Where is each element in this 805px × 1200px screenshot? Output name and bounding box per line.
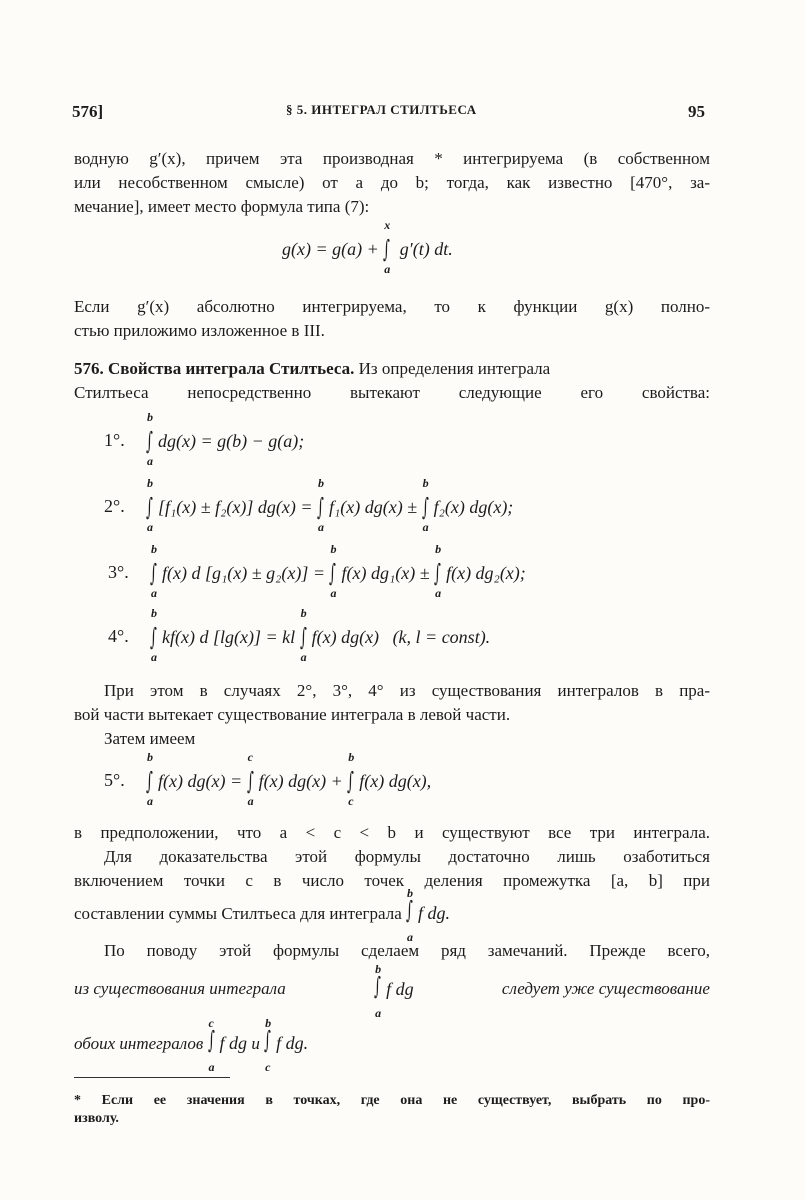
item-number: 4°. <box>108 626 129 646</box>
text-line: Стилтьеса непосредственно вытекают следующие его свойства: <box>74 383 710 402</box>
item-number: 2°. <box>104 496 125 516</box>
text-line: или несобственном смысле) от a до b; тогда, как известно [470°, за- <box>74 173 710 192</box>
footnote-line: * Если ее значения в точках, где она не существует, выбрать по про- <box>74 1093 710 1108</box>
text-line: стью приложимо изложенное в III. <box>74 321 325 340</box>
text-line: Если g′(x) абсолютно интегрируема, то к функции g(x) полно- <box>74 297 710 316</box>
item-number: 1°. <box>104 430 125 450</box>
formula-inline: ∫ b c f dg. <box>264 1016 309 1074</box>
header-title: § 5. ИНТЕГРАЛ СТИЛТЬЕСА <box>286 102 477 117</box>
formula-1: ∫ b a dg(x) = g(b) − g(a); <box>146 410 305 468</box>
text-line: Затем имеем <box>104 729 196 748</box>
text-line: обоих интегралов ∫ c a f dg и ∫ b c f dg. <box>74 1016 309 1074</box>
integral-sign: ∫ x a <box>383 218 391 276</box>
text-line: составлении суммы Стилтьеса для интеграла ∫ b a f dg. <box>74 886 451 944</box>
item-number: 3°. <box>108 562 129 582</box>
formula-inline: ∫ b a f dg. <box>406 886 451 944</box>
text-line: из существования интеграла ∫ b a f dg следует уже существование <box>74 962 710 1020</box>
footnote-line: изволу. <box>74 1111 119 1126</box>
footnote-rule <box>74 1077 230 1078</box>
section-title-line <box>74 358 710 380</box>
text-line: вой части вытекает существование интеграла в левой части. <box>74 705 511 724</box>
text-line: в предположении, что a < c < b и существуют все три интеграла. <box>74 823 710 842</box>
text-line: включением точки c в число точек деления промежутка [a, b] при <box>74 871 710 890</box>
formula-2: ∫ b a [f₁(x) ± f₂(x)] dg(x) = ∫ b a f₁(x) dg(x) ± ∫ b a f₂(x) dg(x); <box>146 476 514 534</box>
text-line: При этом в случаях 2°, 3°, 4° из существования интегралов в пра- <box>104 681 710 700</box>
page-number: 95 <box>688 102 705 121</box>
item-number: 5°. <box>104 770 125 790</box>
text-line: мечание], имеет место формула типа (7): <box>74 197 370 216</box>
text-line: По поводу этой формулы сделаем ряд замечаний. Прежде всего, <box>104 941 710 960</box>
formula-inline: ∫ b a f dg <box>374 962 414 1020</box>
formula-eq0: g(x) = g(a) + ∫ x a g′(t) dt. <box>282 218 453 276</box>
formula-4: ∫ b a kf(x) d [lg(x)] = kl ∫ b a f(x) dg(x) (k, l = const). <box>150 606 491 664</box>
formula-inline: ∫ c a f dg <box>207 1016 248 1074</box>
header-section-ref: 576] <box>72 102 104 121</box>
text-line: Для доказательства этой формулы достаточно лишь озаботиться <box>104 847 710 866</box>
formula-5: ∫ b a f(x) dg(x) = ∫ c a f(x) dg(x) + ∫ b c f(x) dg(x), <box>146 750 432 808</box>
text-span: Из определения интеграла <box>358 359 551 378</box>
formula-3: ∫ b a f(x) d [g₁(x) ± g₂(x)] = ∫ b a f(x) dg₁(x) ± ∫ b a f(x) dg₂(x); <box>150 542 526 600</box>
section-title: 576. Свойства интеграла Стилтьеса. <box>74 359 355 378</box>
text-line: водную g′(x), причем эта производная * интегрируема (в собственном <box>74 149 710 168</box>
